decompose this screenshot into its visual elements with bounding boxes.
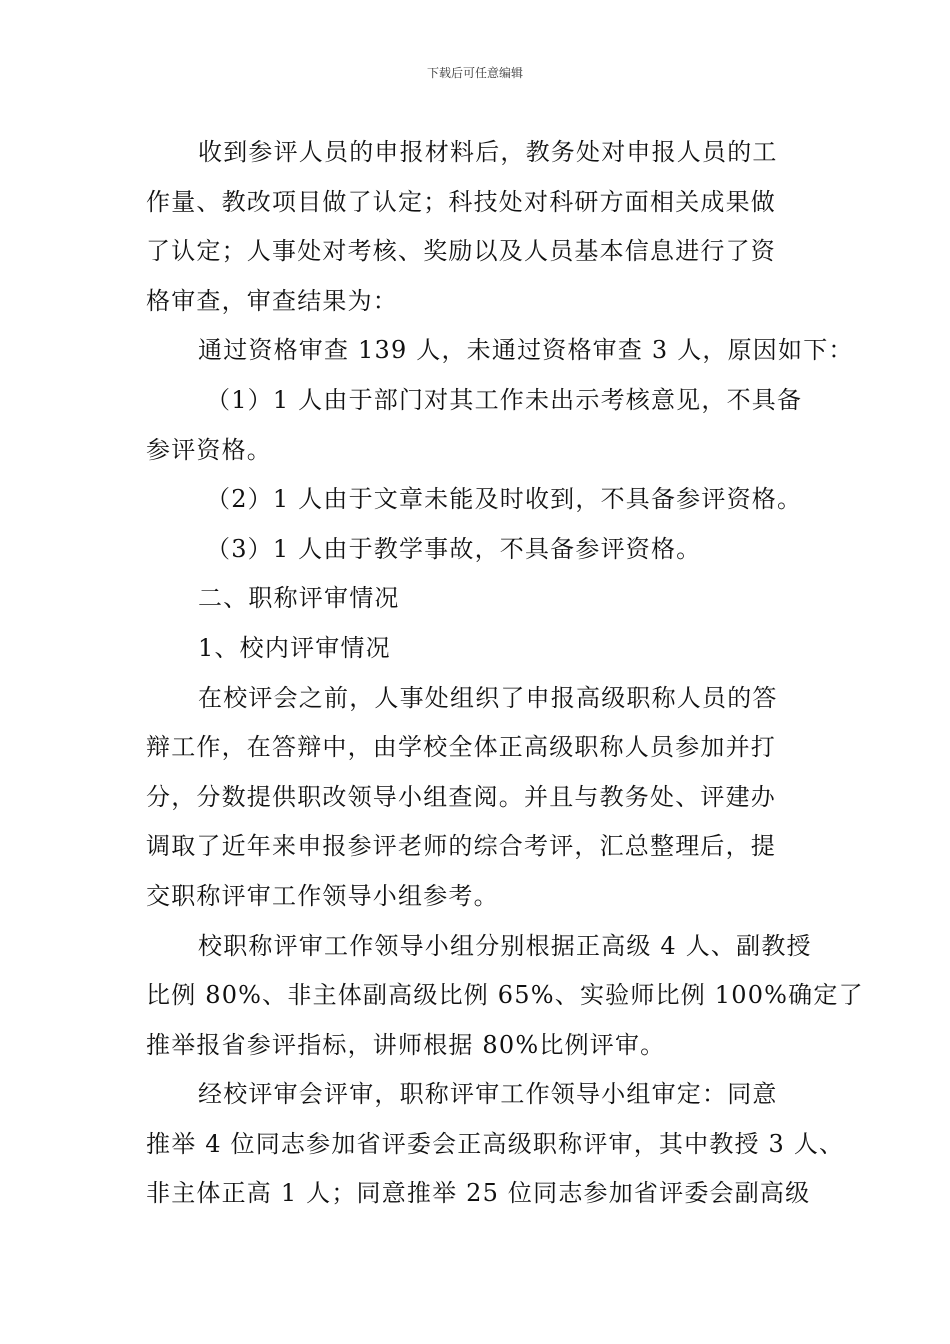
paragraph-review-result bbox=[146, 326, 854, 376]
paragraph-defense-work bbox=[146, 674, 810, 922]
section-heading-title-review bbox=[146, 574, 810, 624]
text-line: 参评资格。 bbox=[146, 435, 272, 464]
page-header-note: 下载后可任意编辑 bbox=[426, 66, 523, 80]
text-line: 非主体正高 1 人；同意推举 25 位同志参加省评委会副高级 bbox=[146, 1179, 811, 1208]
text-line: 收到参评人员的申报材料后，教务处对申报人员的工 bbox=[198, 138, 778, 166]
paragraph-quota-ratios bbox=[146, 922, 864, 1071]
subsection-heading-campus-review bbox=[146, 624, 810, 674]
text-line: 推举报省参评指标，讲师根据 80%比例评审。 bbox=[146, 1030, 666, 1059]
text-line: 经校评审会评审，职称评审工作领导小组审定：同意 bbox=[198, 1080, 778, 1109]
paragraph-review-decision bbox=[146, 1070, 845, 1219]
text-line: 通过资格审查 139 人，未通过资格审查 3 人，原因如下： bbox=[198, 336, 854, 365]
text-line: 辩工作，在答辩中，由学校全体正高级职称人员参加并打 bbox=[146, 733, 776, 762]
text-line: （2）1 人由于文章未能及时收到，不具备参评资格。 bbox=[206, 485, 803, 514]
text-line: （1）1 人由于部门对其工作未出示考核意见，不具备 bbox=[206, 385, 803, 414]
text-line: 在校评会之前，人事处组织了申报高级职称人员的答 bbox=[198, 683, 778, 712]
text-line: 校职称评审工作领导小组分别根据正高级 4 人、副教授 bbox=[198, 931, 812, 960]
document-body bbox=[146, 128, 864, 1219]
paragraph-review-materials bbox=[146, 128, 810, 326]
text-line: 作量、教改项目做了认定；科技处对科研方面相关成果做 bbox=[146, 187, 776, 216]
text-line: 推举 4 位同志参加省评委会正高级职称评审，其中教授 3 人、 bbox=[146, 1129, 845, 1158]
text-line: 二、职称评审情况 bbox=[198, 584, 400, 613]
text-line: （3）1 人由于教学事故，不具备参评资格。 bbox=[206, 534, 702, 563]
text-line: 调取了近年来申报参评老师的综合考评，汇总整理后，提 bbox=[146, 832, 776, 861]
text-line: 1、校内评审情况 bbox=[198, 633, 391, 662]
list-item-reason-1 bbox=[146, 376, 810, 475]
list-item-reason-2 bbox=[146, 475, 810, 525]
text-line: 比例 80%、非主体副高级比例 65%、实验师比例 100%确定了 bbox=[146, 981, 864, 1010]
text-line: 交职称评审工作领导小组参考。 bbox=[146, 881, 499, 910]
text-line: 分，分数提供职改领导小组查阅。并且与教务处、评建办 bbox=[146, 782, 776, 811]
list-item-reason-3 bbox=[146, 525, 810, 575]
text-line: 格审查，审查结果为： bbox=[146, 286, 398, 315]
text-line: 了认定；人事处对考核、奖励以及人员基本信息进行了资 bbox=[146, 237, 776, 266]
